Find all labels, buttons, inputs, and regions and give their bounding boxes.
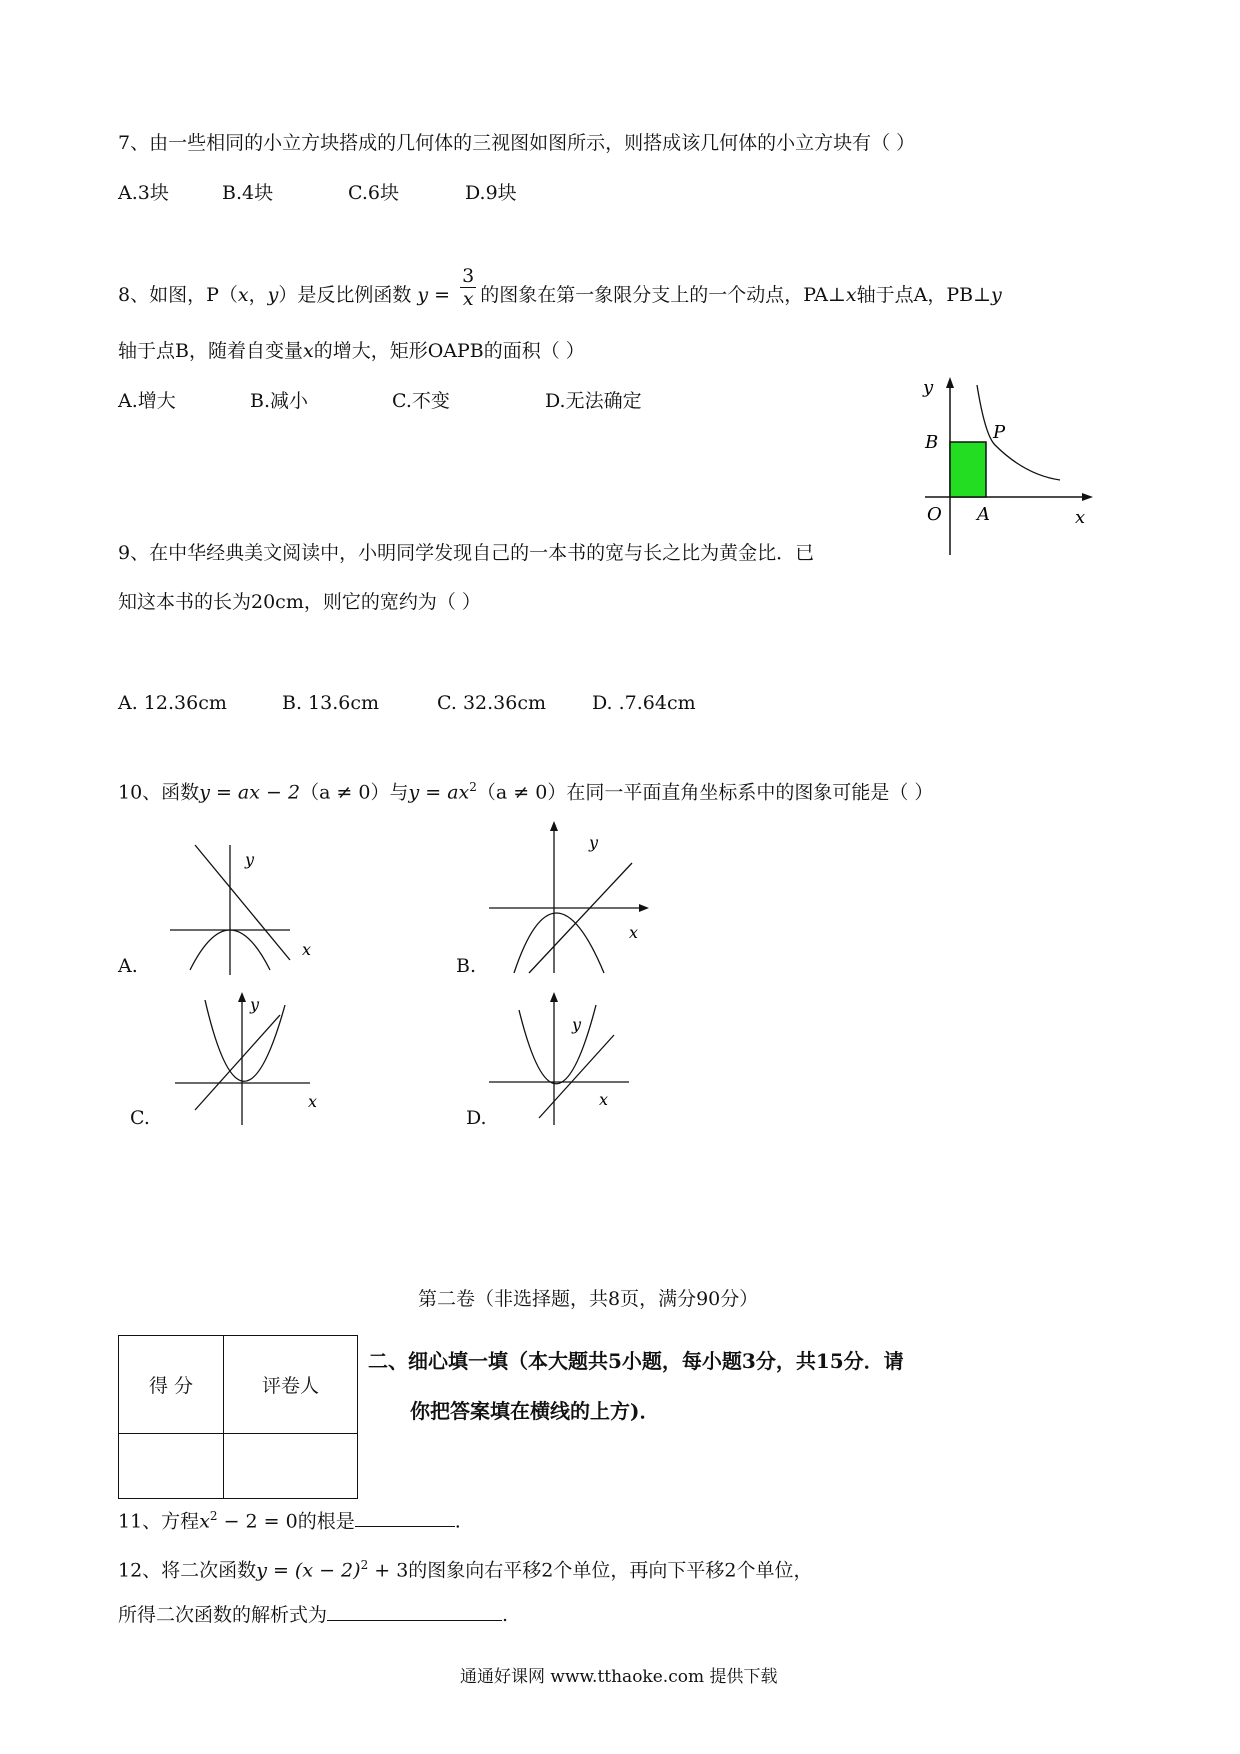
q7-option-c: C.6块: [348, 182, 399, 204]
q10b-label-x: x: [629, 923, 639, 942]
q9-option-c: C. 32.36cm: [437, 692, 546, 714]
q8-function: y =: [417, 284, 451, 306]
q8-stem-line2: 轴于点B，随着自变量x的增大，矩形OAPB的面积（ ）: [118, 340, 585, 362]
q12-stem-line1: 12、将二次函数$y = (x - 2)^2 + 3$的图象向右平移2个单位，再向下平移2个单位，: [118, 1558, 813, 1582]
q8-label-y: y: [923, 377, 934, 398]
q9-stem-line1: 9、在中华经典美文阅读中，小明同学发现自己的一本书的宽与长之比为黄金比．已: [118, 542, 815, 564]
score-table: [118, 1335, 358, 1499]
q11-answer-blank: [355, 1506, 455, 1527]
grader-label: 评卷人: [224, 1336, 358, 1434]
q9-option-d: D. .7.64cm: [592, 692, 696, 714]
q10d-label-y: y: [572, 1015, 582, 1034]
q8-label-p: P: [993, 422, 1006, 443]
q10-option-c: C.: [130, 1107, 150, 1129]
q10c-label-x: x: [308, 1092, 318, 1111]
q8-label-x: x: [1075, 507, 1086, 528]
grader-cell: [224, 1434, 358, 1499]
q12-answer-blank: [327, 1600, 502, 1621]
q8-fraction: $\frac{3}{x}$: [462, 264, 475, 310]
q8-option-a: A.增大: [118, 390, 176, 412]
q7-stem: 7、由一些相同的小立方块搭成的几何体的三视图如图所示，则搭成该几何体的小立方块有（ ）: [118, 132, 916, 154]
q8-option-d: D.无法确定: [545, 390, 642, 412]
q8-figure: [915, 375, 1095, 560]
q10-option-b: B.: [456, 955, 477, 977]
q10c-label-y: y: [250, 995, 260, 1014]
page-footer: 通通好课网 www.tthaoke.com 提供下载: [460, 1667, 778, 1687]
q10-graph-d: [484, 990, 644, 1130]
q10-graph-a: [160, 835, 320, 975]
q9-option-b: B. 13.6cm: [282, 692, 380, 714]
q8-label-a: A: [977, 504, 990, 525]
score-cell: [119, 1434, 224, 1499]
score-label: 得 分: [119, 1336, 224, 1434]
q12-stem-line2: 所得二次函数的解析式为 .: [118, 1600, 508, 1628]
q8-stem-line1: 8、如图，P（x，y）是反比例函数 y = $\frac{3}{x}$ 的图象在第一象限分支上的一个动点，PA⊥x轴于点A，PB⊥y: [118, 264, 1002, 310]
q7-option-d: D.9块: [465, 182, 517, 204]
q10a-label-x: x: [302, 940, 312, 959]
q10b-label-y: y: [589, 833, 599, 852]
section2-heading-line2: 你把答案填在横线的上方)．: [410, 1399, 660, 1423]
q8-label-o: O: [927, 504, 942, 525]
q8-option-c: C.不变: [392, 390, 450, 412]
q10d-label-x: x: [599, 1090, 609, 1109]
section2-heading-line1: 二、细心填一填（本大题共5小题，每小题3分，共15分．请: [368, 1349, 904, 1373]
q10-option-d: D.: [466, 1107, 487, 1129]
q9-option-a: A. 12.36cm: [118, 692, 227, 714]
q9-stem-line2: 知这本书的长为20cm，则它的宽约为（ ）: [118, 591, 481, 613]
q11-stem: 11、方程$x^2 - 2 = 0$的根是 .: [118, 1503, 461, 1534]
volume-title: 第二卷（非选择题，共8页，满分90分）: [418, 1288, 759, 1310]
q10-graph-c: [170, 990, 330, 1130]
q10-graph-b: [484, 818, 654, 978]
q8-option-b: B.减小: [250, 390, 309, 412]
q10-option-a: A.: [118, 955, 138, 977]
q8-label-b: B: [925, 432, 939, 453]
q7-option-a: A.3块: [118, 182, 169, 204]
q7-option-b: B.4块: [222, 182, 274, 204]
q10a-label-y: y: [245, 850, 255, 869]
q8-rectangle: [950, 442, 986, 497]
q10-stem: 10、函数y = ax − 2（a ≠ 0）与$y = ax^2(a \ne 0)$在同一平面直角坐标系中的图象可能是（ ）: [118, 780, 934, 804]
